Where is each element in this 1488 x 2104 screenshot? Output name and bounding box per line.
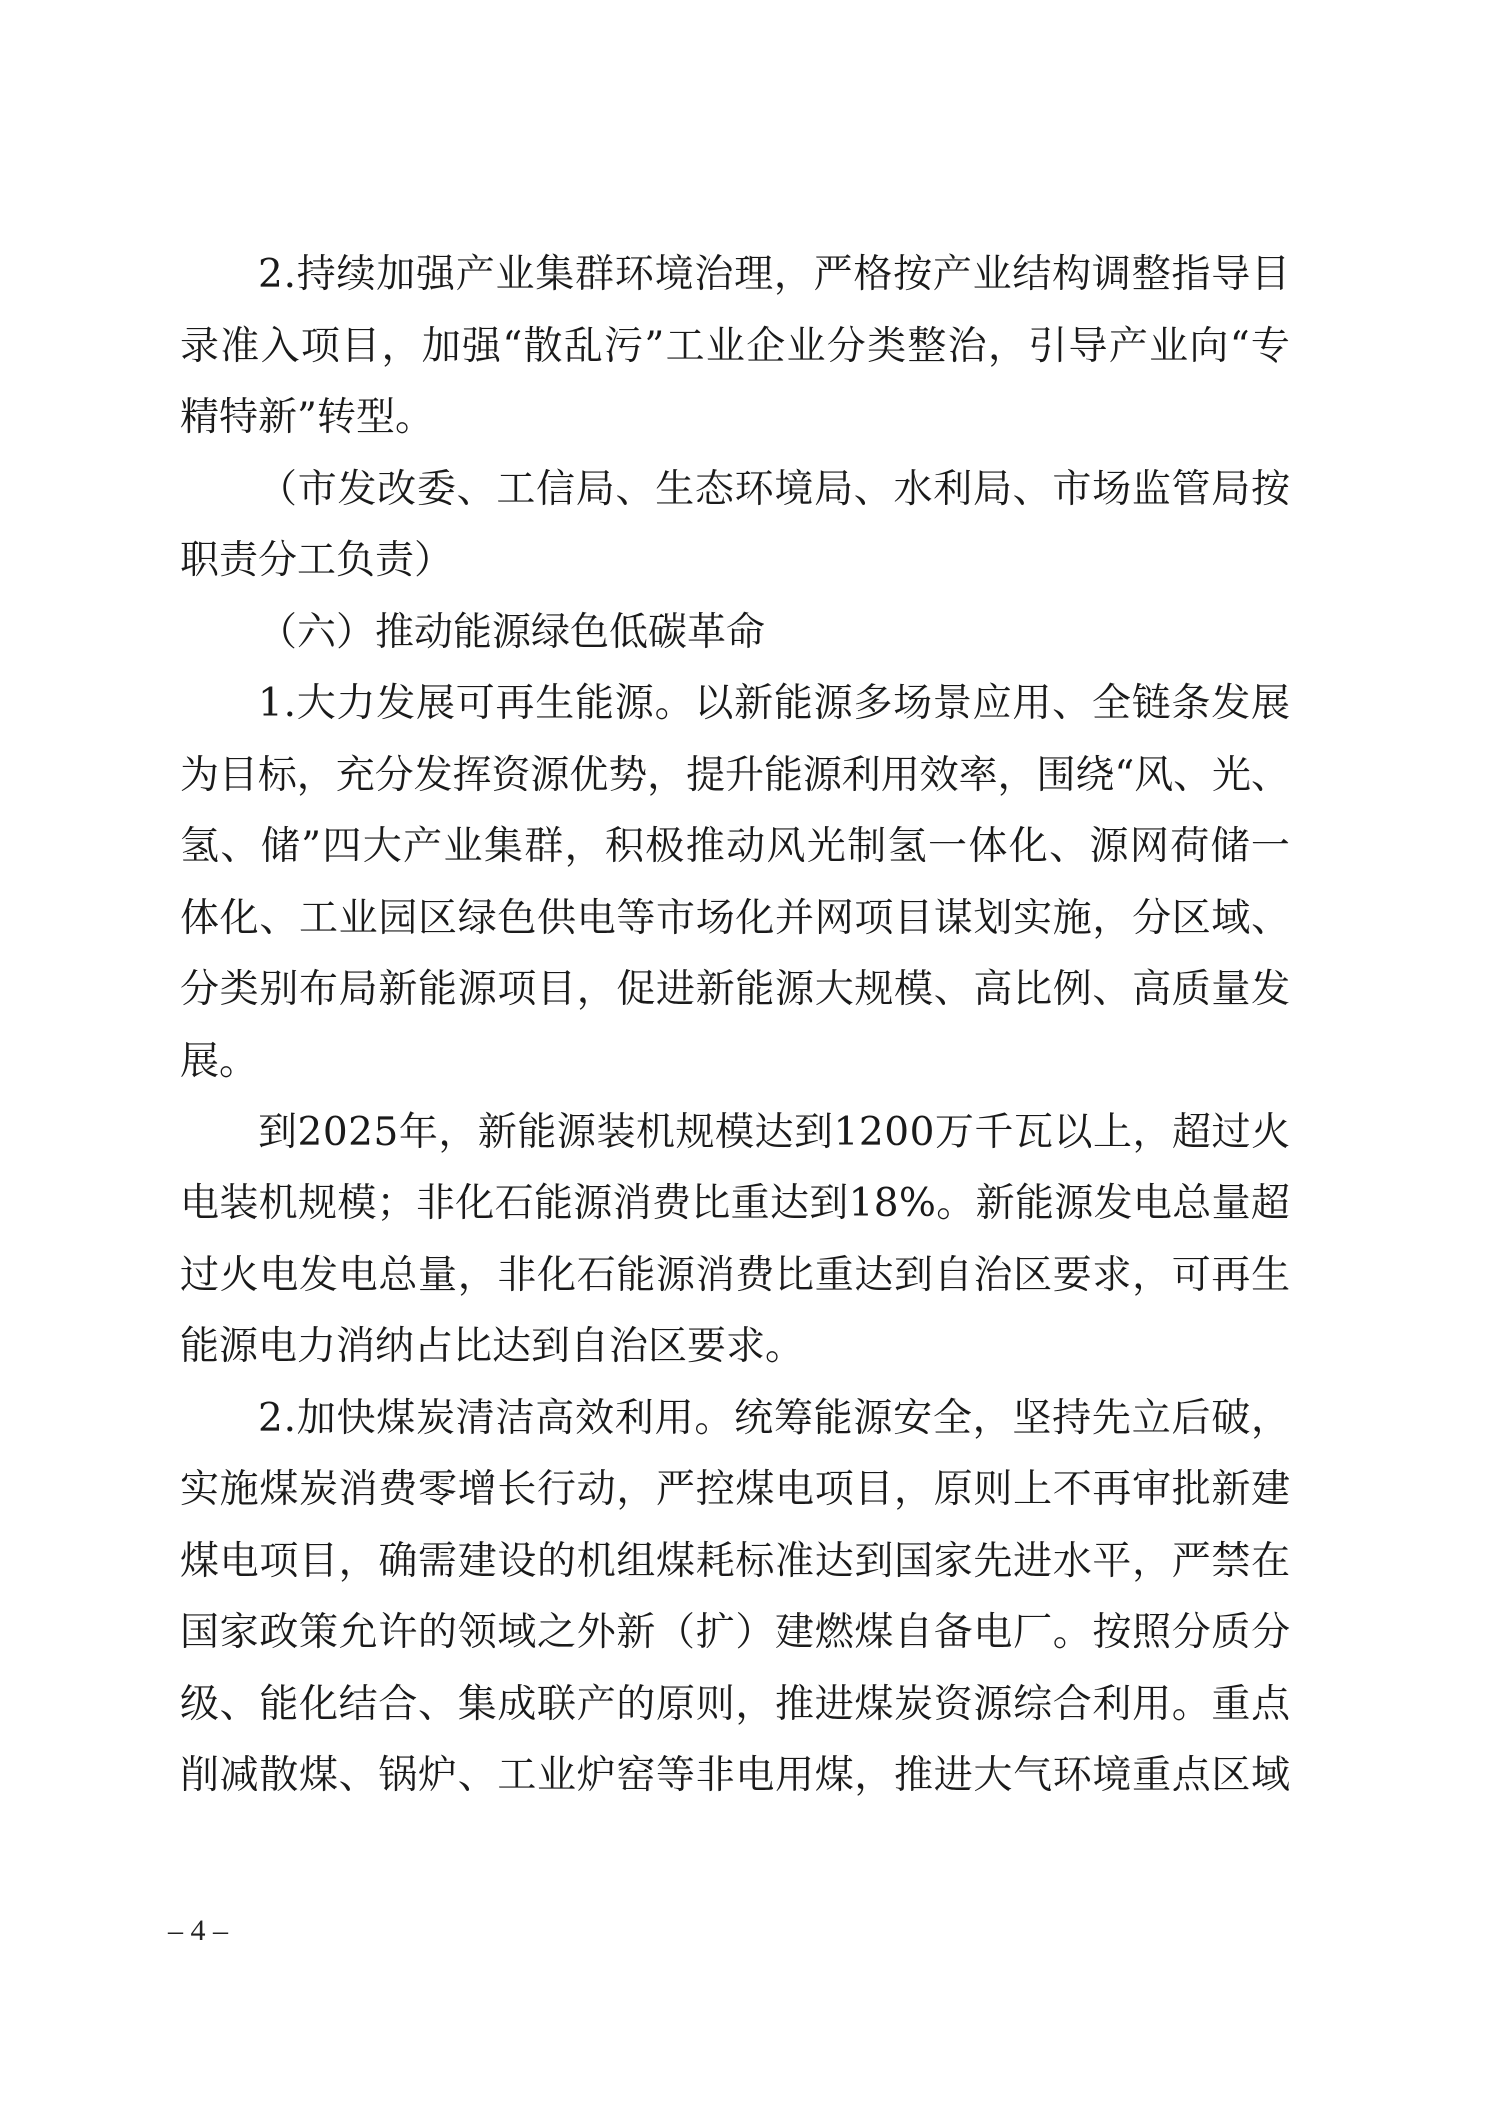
text-line: 电装机规模；非化石能源消费比重达到18%。新能源发电总量超 <box>180 1181 1291 1226</box>
text-line: 过火电发电总量，非化石能源消费比重达到自治区要求，可再生 <box>180 1253 1291 1298</box>
page-number: – 4 – <box>168 1914 228 1947</box>
text-line: 精特新”转型。 <box>180 395 434 440</box>
text-line: 体化、工业园区绿色供电等市场化并网项目谋划实施，分区域、 <box>180 896 1291 941</box>
text-line: 2.持续加强产业集群环境治理，严格按产业结构调整指导目 <box>258 252 1291 297</box>
text-line: 录准入项目，加强“散乱污”工业企业分类整治，引导产业向“专 <box>180 324 1292 369</box>
text-line: 到2025年，新能源装机规模达到1200万千瓦以上，超过火 <box>258 1110 1291 1155</box>
text-line: 实施煤炭消费零增长行动，严控煤电项目，原则上不再审批新建 <box>180 1467 1291 1512</box>
text-line: 分类别布局新能源项目，促进新能源大规模、高比例、高质量发 <box>180 967 1291 1012</box>
text-line: 1.大力发展可再生能源。以新能源多场景应用、全链条发展 <box>258 681 1291 726</box>
section-heading: （六）推动能源绿色低碳革命 <box>258 610 766 655</box>
text-line: 为目标，充分发挥资源优势，提升能源利用效率，围绕“风、光、 <box>180 753 1290 798</box>
text-line: 削减散煤、锅炉、工业炉窑等非电用煤，推进大气环境重点区域 <box>180 1753 1291 1798</box>
text-line: 氢、储”四大产业集群，积极推动风光制氢一体化、源网荷储一 <box>180 824 1292 869</box>
text-line: 职责分工负责） <box>180 538 454 583</box>
text-line: 国家政策允许的领域之外新（扩）建燃煤自备电厂。按照分质分 <box>180 1610 1291 1655</box>
text-line: 煤电项目，确需建设的机组煤耗标准达到国家先进水平，严禁在 <box>180 1539 1291 1584</box>
text-line: 2.加快煤炭清洁高效利用。统筹能源安全，坚持先立后破， <box>258 1396 1291 1441</box>
text-line: 能源电力消纳占比达到自治区要求。 <box>180 1324 805 1369</box>
text-line: 展。 <box>180 1039 259 1084</box>
text-line: （市发改委、工信局、生态环境局、水利局、市场监管局按 <box>258 467 1291 512</box>
text-line: 级、能化结合、集成联产的原则，推进煤炭资源综合利用。重点 <box>180 1682 1291 1727</box>
